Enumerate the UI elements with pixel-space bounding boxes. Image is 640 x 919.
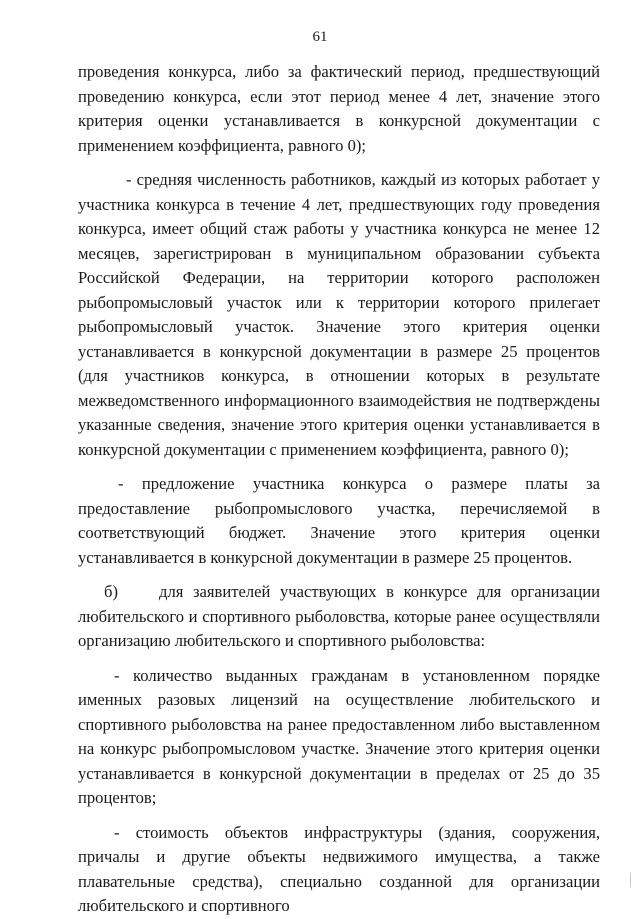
paragraph-amateur-fishing-text: для заявителей участвующих в конкурсе для организации любительского и спортивного рыболовства, которые ранее осуществляли организацию любительского и спортивного рыболовства: <box>78 582 600 650</box>
document-body <box>78 60 600 919</box>
paragraph-payment-offer: - предложение участника конкурса о размере платы за предоставление рыбопромыслового участка, перечисляемой в соответствующий бюджет. Значение этого критерия оценки устанавливается в конкурсной документации в размере 25 процентов. <box>78 474 600 567</box>
page-number: 61 <box>312 29 328 45</box>
scan-edge-mark <box>630 873 631 887</box>
paragraph-average-employees: - средняя численность работников, каждый из которых работает у участника конкурса в течение 4 лет, предшествующих году проведения конкурса, имеет общий стаж работы у участника конкурса не менее 12 месяцев, зарегистрирован в муниципальном образовании субъекта Российской Федерации, на территории которого расположен рыбопромысловый участок или к территории которого прилегает рыбопромысловый участок. Значение этого критерия оценки устанавливается в конкурсной документации в размере 25 процентов (для участников конкурса, в отношении которых в результате межведомственного информационного взаимодействия не подтверждены указанные сведения, значение этого критерия оценки устанавливается в конкурсной документации с применением коэффициента, равного 0); <box>78 170 600 459</box>
paragraph-infrastructure-cost: - стоимость объектов инфраструктуры (здания, сооружения, причалы и другие объекты недвижимого имущества, а также плавательные средства), специально созданной для организации любительского и спортивного <box>78 822 600 915</box>
list-marker-b: б) <box>104 582 118 601</box>
paragraph-period-continuation: проведения конкурса, либо за фактический период, предшествующий проведению конкурса, если этот период менее 4 лет, значение этого критерия оценки устанавливается в конкурсной документации с применением коэффициента, равного 0); <box>78 62 600 155</box>
paragraph-license-count: - количество выданных гражданам в установленном порядке именных разовых лицензий на осуществление любительского и спортивного рыболовства на ранее предоставленном либо выставленном на конкурс рыбопромысловом участке. Значение этого критерия оценки устанавливается в конкурсной документации в пределах от 25 до 35 процентов; <box>78 665 600 807</box>
paragraph-amateur-fishing-applicants <box>78 580 600 654</box>
